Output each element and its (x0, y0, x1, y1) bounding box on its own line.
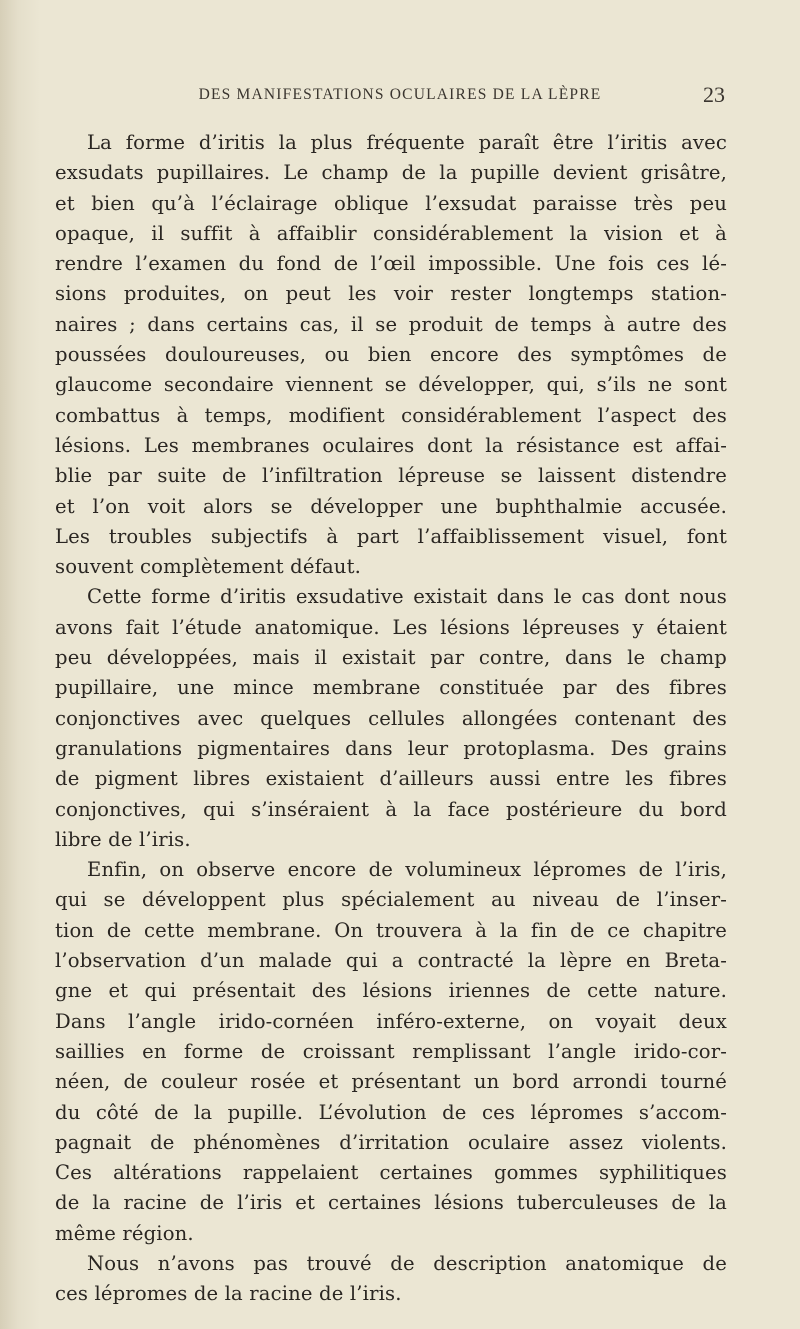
body-text (55, 128, 727, 1310)
text-line: opaque, il suffit à affaiblir considérablement la vision et à (55, 221, 727, 245)
text-line: blie par suite de l’infiltration lépreuse se laissent distendre (55, 464, 727, 488)
text-line: conjonctives, qui s’inséraient à la face postérieure du bord (55, 797, 727, 821)
text-line: poussées douloureuses, ou bien encore des symptômes de (55, 343, 727, 367)
text-line: Les troubles subjectifs à part l’affaiblissement visuel, font (55, 524, 727, 548)
text-line: et l’on voit alors se développer une buphthalmie accusée. (55, 494, 727, 518)
text-line: pagnait de phénomènes d’irritation oculaire assez violents. (55, 1130, 727, 1154)
paragraph-3 (55, 855, 727, 1249)
text-line: La forme d’iritis la plus fréquente paraît être l’iritis avec (87, 131, 727, 154)
text-line: qui se développent plus spécialement au niveau de l’inser- (55, 888, 727, 912)
text-line: Ces altérations rappelaient certaines gommes syphilitiques (55, 1161, 727, 1185)
page-number: 23 (703, 82, 725, 107)
text-line: lésions. Les membranes oculaires dont la résistance est affai- (55, 433, 727, 457)
text-line: gne et qui présentait des lésions iriennes de cette nature. (55, 979, 727, 1003)
text-line: naires ; dans certains cas, il se produit de temps à autre des (55, 312, 727, 336)
text-line: ces lépromes de la racine de l’iris. (55, 1282, 402, 1306)
paragraph-4 (55, 1249, 727, 1310)
text-line: Dans l’angle irido-cornéen inféro-externe, on voyait deux (55, 1009, 727, 1033)
text-line: Cette forme d’iritis exsudative existait dans le cas dont nous (87, 585, 727, 609)
text-line: et bien qu’à l’éclairage oblique l’exsudat paraisse très peu (55, 191, 727, 215)
text-line: combattus à temps, modifient considérablement l’aspect des (55, 403, 727, 427)
paragraph-2 (55, 582, 727, 855)
text-line: conjonctives avec quelques cellules allongées contenant des (55, 706, 727, 730)
text-line: l’observation d’un malade qui a contracté la lèpre en Breta- (55, 949, 727, 973)
paragraph-1 (55, 128, 727, 582)
text-line: avons fait l’étude anatomique. Les lésions lépreuses y étaient (55, 615, 727, 639)
running-title: DES MANIFESTATIONS OCULAIRES DE LA LÈPRE (198, 86, 602, 103)
text-line: granulations pigmentaires dans leur protoplasma. Des grains (55, 736, 727, 760)
text-line: glaucome secondaire viennent se développer, qui, s’ils ne sont (55, 373, 727, 397)
text-line: pupillaire, une mince membrane constituée par des fibres (55, 676, 727, 700)
text-line: Enfin, on observe encore de volumineux lépromes de l’iris, (87, 858, 727, 882)
text-line: sions produites, on peut les voir rester longtemps station- (55, 282, 727, 306)
text-line: souvent complètement défaut. (55, 555, 361, 579)
text-line: de pigment libres existaient d’ailleurs aussi entre les fibres (55, 767, 727, 791)
text-line: libre de l’iris. (55, 827, 191, 851)
text-line: saillies en forme de croissant remplissant l’angle irido-cor- (55, 1039, 727, 1063)
text-line: néen, de couleur rosée et présentant un bord arrondi tourné (55, 1070, 727, 1094)
text-line: du côté de la pupille. L’évolution de ces lépromes s’accom- (55, 1100, 727, 1124)
text-line: même région. (55, 1221, 194, 1245)
text-line: rendre l’examen du fond de l’œil impossible. Une fois ces lé- (55, 252, 727, 276)
text-line: peu développées, mais il existait par contre, dans le champ (55, 646, 727, 670)
text-line: de la racine de l’iris et certaines lésions tuberculeuses de la (55, 1191, 727, 1215)
text-line: tion de cette membrane. On trouvera à la fin de ce chapitre (55, 918, 727, 942)
text-line: Nous n’avons pas trouvé de description anatomique de (87, 1251, 727, 1275)
text-line: exsudats pupillaires. Le champ de la pupille devient grisâtre, (55, 161, 727, 185)
